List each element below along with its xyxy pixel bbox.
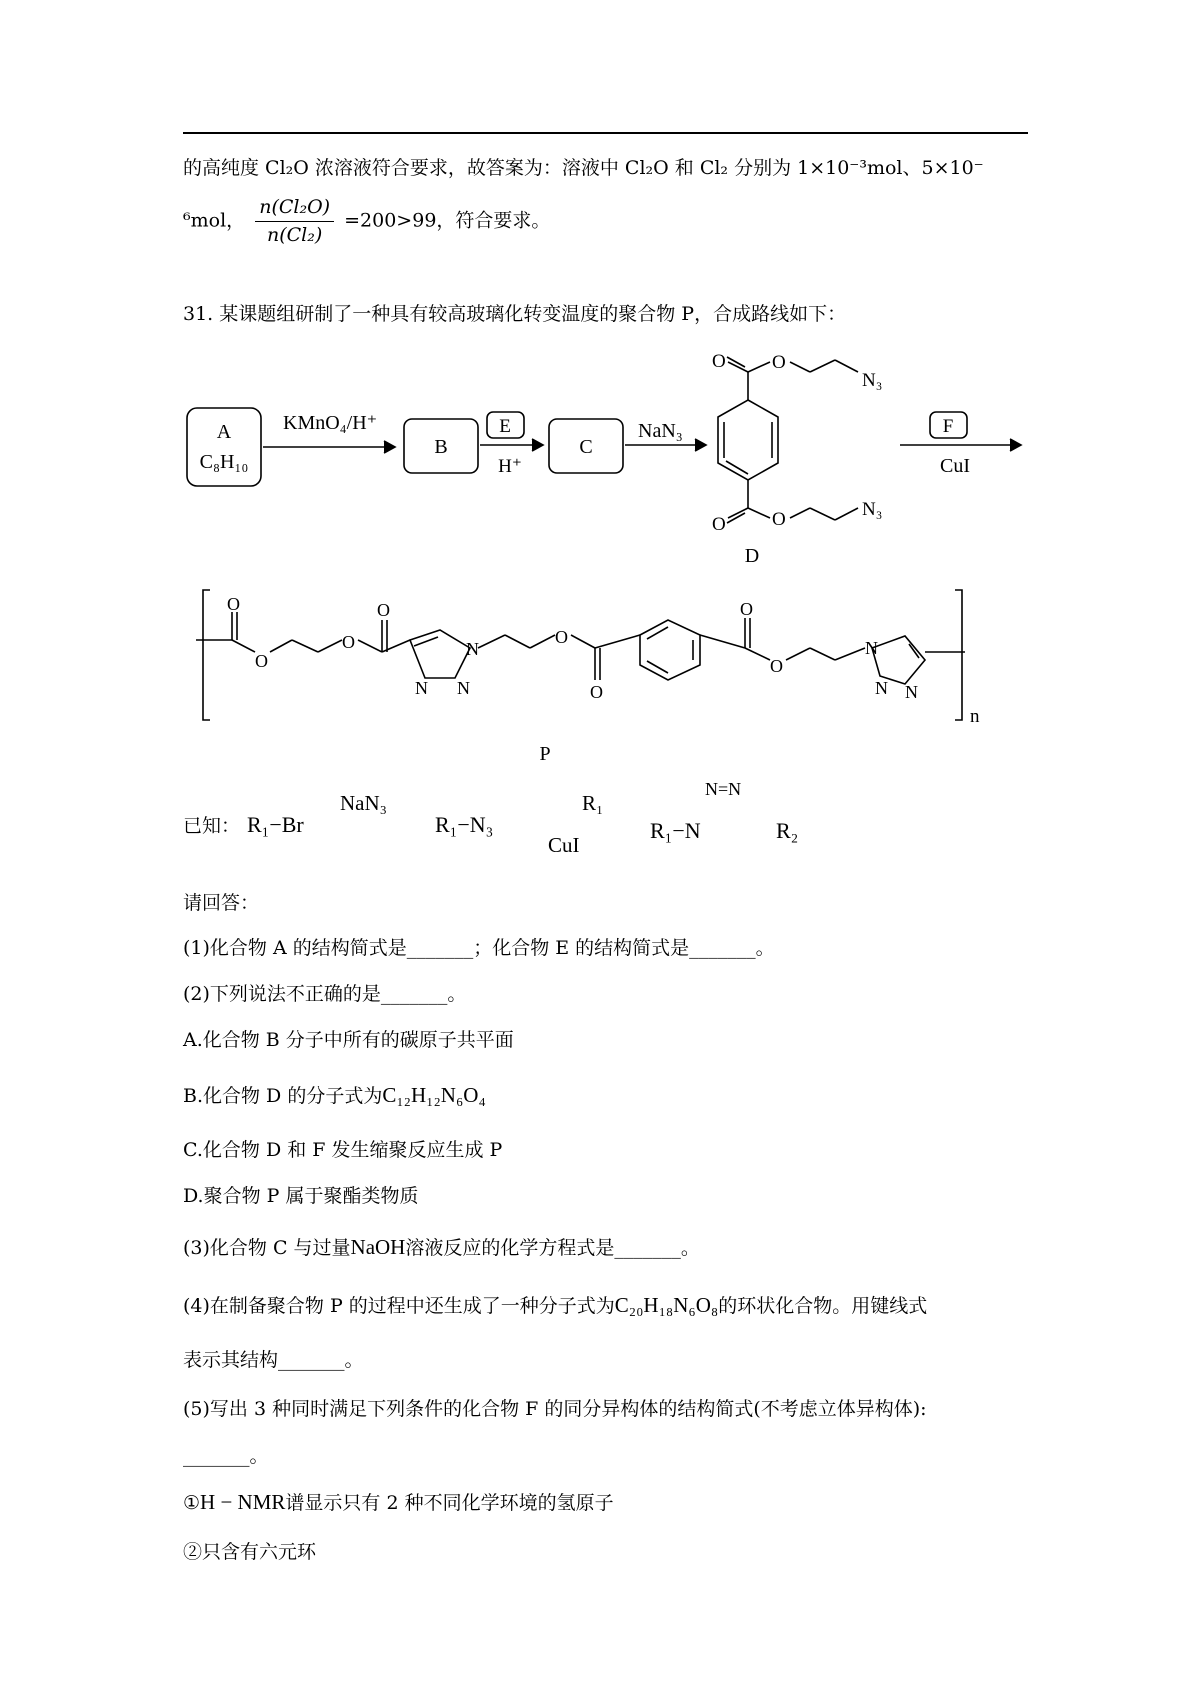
box-b-label: B [434, 436, 448, 458]
p-atom-n5: N [875, 678, 888, 698]
condition-1-hnmr: H − NMR [200, 1490, 286, 1514]
q4-suffix: 的环状化合物。用键线式 [718, 1295, 928, 1317]
p-atom-n2: N [457, 678, 470, 698]
condition-1-suffix: 谱显示只有 2 种不同化学环境的氢原子 [285, 1492, 614, 1514]
condition-2: ②只含有六元环 [183, 1541, 317, 1563]
reagent-cui: CuI [940, 455, 970, 477]
label-p: P [539, 743, 551, 760]
q5-line-1: (5)写出 3 种同时满足下列条件的化合物 F 的同分异构体的结构简式(不考虑立体异构体): [183, 1398, 927, 1420]
box-c-label: C [579, 436, 593, 458]
synthesis-scheme [0, 0, 1200, 760]
known-r1-product: R₁−N [650, 818, 701, 843]
option-a: A.化合物 B 分子中所有的碳原子共平面 [183, 1029, 514, 1051]
condition-1-prefix: ① [183, 1492, 201, 1514]
box-a [187, 408, 261, 486]
p-atom-o1: O [227, 594, 240, 614]
option-c: C.化合物 D 和 F 发生缩聚反应生成 P [183, 1139, 503, 1161]
known-prefix: 已知： [183, 816, 241, 837]
q4-line-2: 表示其结构_______。 [183, 1349, 364, 1371]
please-answer: 请回答： [183, 892, 260, 914]
question-stem: 31. 某课题组研制了一种具有较高玻璃化转变温度的聚合物 P，合成路线如下： [183, 303, 847, 325]
fraction-numerator: n(Cl₂O) [255, 196, 334, 222]
prev-answer-prefix: ⁶mol， [183, 209, 246, 232]
q4-text [183, 1293, 927, 1318]
q5-line-2: _______。 [183, 1445, 269, 1467]
option-b-prefix: B.化合物 D 的分子式为 [183, 1085, 383, 1107]
fraction-denominator: n(Cl₂) [266, 223, 323, 246]
box-a-formula: C₈H₁₀ [199, 451, 249, 473]
reagent-f-label: F [942, 416, 954, 437]
d-atom-o2: O [772, 352, 786, 373]
q4-formula: C₂₀H₁₈N₆O₈ [614, 1293, 719, 1317]
known-r2: R₂ [776, 818, 799, 843]
q3-text [183, 1235, 700, 1260]
d-atom-o1: O [712, 351, 726, 372]
known-cui: CuI [548, 833, 580, 857]
p-atom-o8: O [770, 656, 783, 676]
option-b [183, 1083, 486, 1108]
p-atom-n1: N [466, 639, 479, 659]
p-atom-o2: O [255, 651, 268, 671]
q3-suffix: 溶液反应的化学方程式是_______。 [405, 1237, 700, 1259]
polymer-p-structure [196, 590, 965, 720]
q1-text: (1)化合物 A 的结构简式是_______；化合物 E 的结构简式是_______。 [183, 937, 775, 959]
p-atom-o6: O [590, 682, 603, 702]
q4-prefix: (4)在制备聚合物 P 的过程中还生成了一种分子式为 [183, 1295, 615, 1317]
d-atom-o3: O [712, 514, 726, 535]
reagent-h-label: H⁺ [498, 456, 522, 477]
p-atom-n4: N [865, 638, 878, 658]
known-r1br: R₁−Br [247, 812, 304, 837]
box-a-label: A [216, 421, 232, 443]
known-alkyne-r: R₁ [582, 791, 604, 815]
p-atom-n3: N [415, 678, 428, 698]
p-atom-o3: O [342, 632, 355, 652]
d-atom-o4: O [772, 509, 786, 530]
q3-prefix: (3)化合物 C 与过量 [183, 1237, 351, 1259]
p-atom-o5: O [555, 627, 568, 647]
d-group-n3-bottom: N₃ [862, 499, 883, 520]
option-d: D.聚合物 P 属于聚酯类物质 [183, 1185, 419, 1207]
prev-answer-suffix: =200>99，符合要求。 [344, 209, 551, 232]
known-nan3: NaN₃ [340, 791, 387, 815]
condition-1 [183, 1490, 614, 1515]
option-b-formula: C₁₂H₁₂N₆O₄ [382, 1083, 486, 1107]
d-group-n3-top: N₃ [862, 370, 883, 391]
reagent-nan3: NaN₃ [638, 420, 683, 442]
known-nn: N=N [705, 779, 742, 799]
compound-d-structure [718, 357, 858, 523]
reagent-kmno4: KMnO₄/H⁺ [283, 412, 378, 434]
label-n: n [970, 706, 980, 727]
label-d: D [744, 545, 760, 567]
reagent-e-label: E [499, 416, 511, 437]
p-atom-n6: N [905, 682, 918, 702]
prev-answer-line-1: 的高纯度 Cl₂O 浓溶液符合要求，故答案为：溶液中 Cl₂O 和 Cl₂ 分别为 1×10⁻³mol、5×10⁻ [183, 157, 984, 179]
q3-naoh: NaOH [350, 1235, 406, 1259]
p-atom-o7: O [740, 599, 753, 619]
known-r1n3: R₁−N₃ [435, 812, 494, 837]
p-atom-o4: O [377, 600, 390, 620]
q2-text: (2)下列说法不正确的是_______。 [183, 983, 467, 1005]
